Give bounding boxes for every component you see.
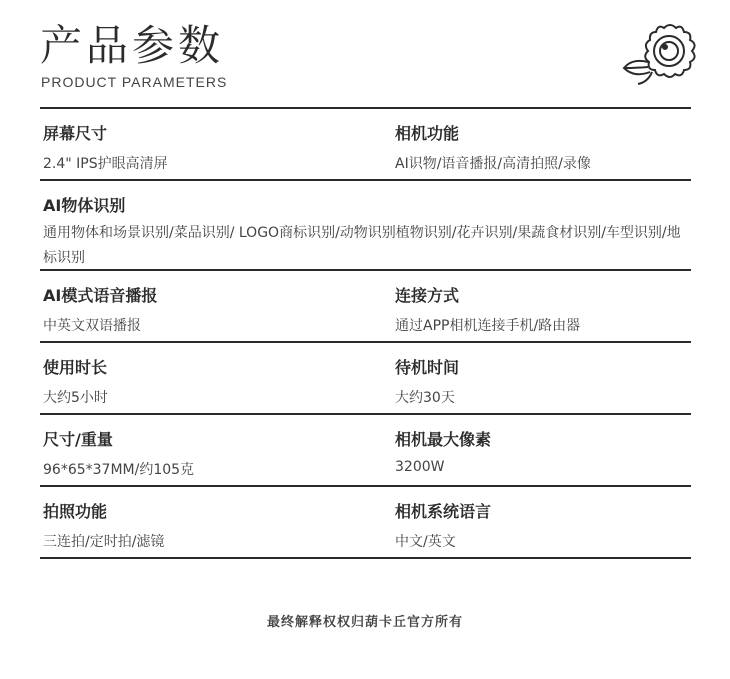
table-row [40, 415, 691, 487]
param-label: 屏幕尺寸 [43, 124, 108, 143]
param-label: 使用时长 [43, 358, 108, 377]
table-row [40, 109, 691, 181]
page-subtitle: PRODUCT PARAMETERS [41, 74, 228, 90]
param-value: 3200W [395, 459, 445, 475]
param-label: 相机功能 [395, 124, 460, 143]
param-value: 中英文双语播报 [43, 318, 141, 334]
param-value: AI识物/语音播报/高清拍照/录像 [395, 156, 591, 172]
param-label: 尺寸/重量 [43, 430, 113, 449]
param-label: 待机时间 [395, 358, 460, 377]
param-value: 通用物体和场景识别/菜品识别/ LOGO商标识别/动物识别植物识别/花卉识别/果蔬食材识别/车型识别/地标识别 [43, 225, 681, 266]
param-label: 连接方式 [395, 286, 460, 305]
param-label: 相机最大像素 [395, 430, 492, 449]
param-value: 中文/英文 [395, 534, 456, 550]
param-value: 通过APP相机连接手机/路由器 [395, 318, 581, 334]
param-value: 96*65*37MM/约105克 [43, 462, 195, 478]
page-title: 产品参数 [40, 21, 225, 70]
sunflower-camera-icon [618, 22, 698, 88]
param-label: AI物体识别 [43, 196, 126, 215]
param-label: 拍照功能 [43, 502, 108, 521]
parameters-table [40, 107, 691, 559]
table-row [40, 343, 691, 415]
footer-disclaimer: 最终解释权权归葫卡丘官方所有 [266, 615, 463, 630]
table-row [40, 487, 691, 559]
param-label: 相机系统语言 [395, 502, 492, 521]
param-value: 大约5小时 [43, 390, 108, 406]
param-value: 大约30天 [395, 390, 455, 406]
table-row [40, 181, 691, 271]
param-value: 2.4" IPS护眼高清屏 [43, 156, 168, 172]
param-label: AI模式语音播报 [43, 286, 158, 305]
param-value: 三连拍/定时拍/滤镜 [43, 534, 165, 550]
table-row [40, 271, 691, 343]
